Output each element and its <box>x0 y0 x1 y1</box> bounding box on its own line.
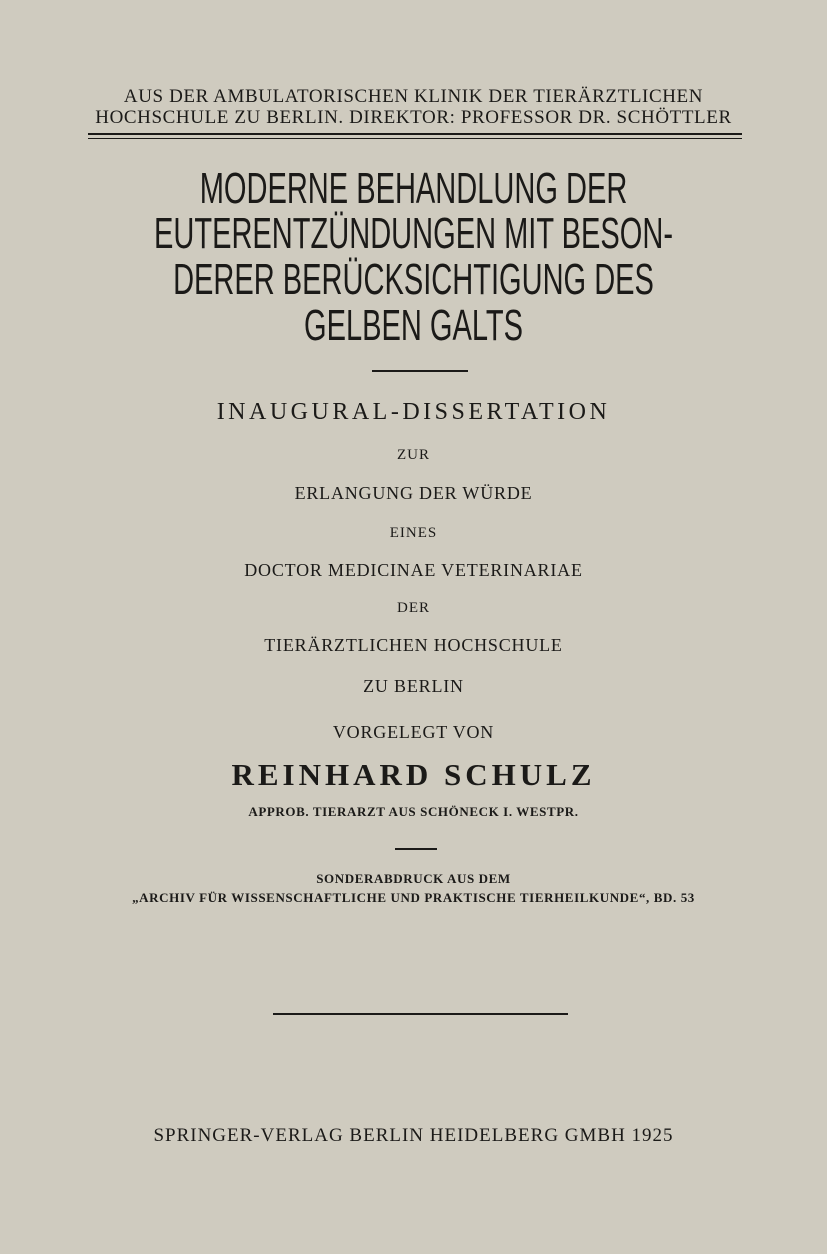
dissertation-der: DER <box>397 600 430 616</box>
dissertation-city: ZU BERLIN <box>363 676 464 696</box>
header-rule-top <box>88 133 742 135</box>
title-divider <box>372 370 468 372</box>
dissertation-school: TIERÄRZTLICHEN HOCHSCHULE <box>264 635 563 655</box>
header-rule-bottom <box>88 138 742 139</box>
title-line-3: DERER BERÜCKSICHTIGUNG DES <box>173 255 654 304</box>
header-line-1: AUS DER AMBULATORISCHEN KLINIK DER TIERÄRZTLICHEN <box>123 86 704 107</box>
dissertation-erlangung: ERLANGUNG DER WÜRDE <box>294 483 533 503</box>
dissertation-degree: DOCTOR MEDICINAE VETERINARIAE <box>244 560 583 580</box>
reprint-line-1: SONDERABDRUCK AUS DEM <box>316 871 511 886</box>
author-divider <box>395 848 437 850</box>
author-name: REINHARD SCHULZ <box>231 757 596 792</box>
title-line-2: EUTERENTZÜNDUNGEN MIT BESON- <box>154 209 673 258</box>
dissertation-zur: ZUR <box>397 447 430 463</box>
dissertation-heading: INAUGURAL-DISSERTATION <box>216 399 611 425</box>
title-line-1: MODERNE BEHANDLUNG DER <box>199 164 628 213</box>
bottom-rule <box>273 1013 568 1015</box>
author-description: APPROB. TIERARZT AUS SCHÖNECK I. WESTPR. <box>248 804 579 819</box>
publisher-imprint: SPRINGER-VERLAG BERLIN HEIDELBERG GMBH 1925 <box>153 1125 674 1146</box>
reprint-line-2: „ARCHIV FÜR WISSENSCHAFTLICHE UND PRAKTISCHE TIERHEILKUNDE“, BD. 53 <box>132 890 695 905</box>
title-line-4: GELBEN GALTS <box>304 301 523 350</box>
header-line-2: HOCHSCHULE ZU BERLIN. DIREKTOR: PROFESSOR DR. SCHÖTTLER <box>95 107 732 128</box>
dissertation-eines: EINES <box>389 525 438 541</box>
presented-by: VORGELEGT VON <box>332 722 495 742</box>
